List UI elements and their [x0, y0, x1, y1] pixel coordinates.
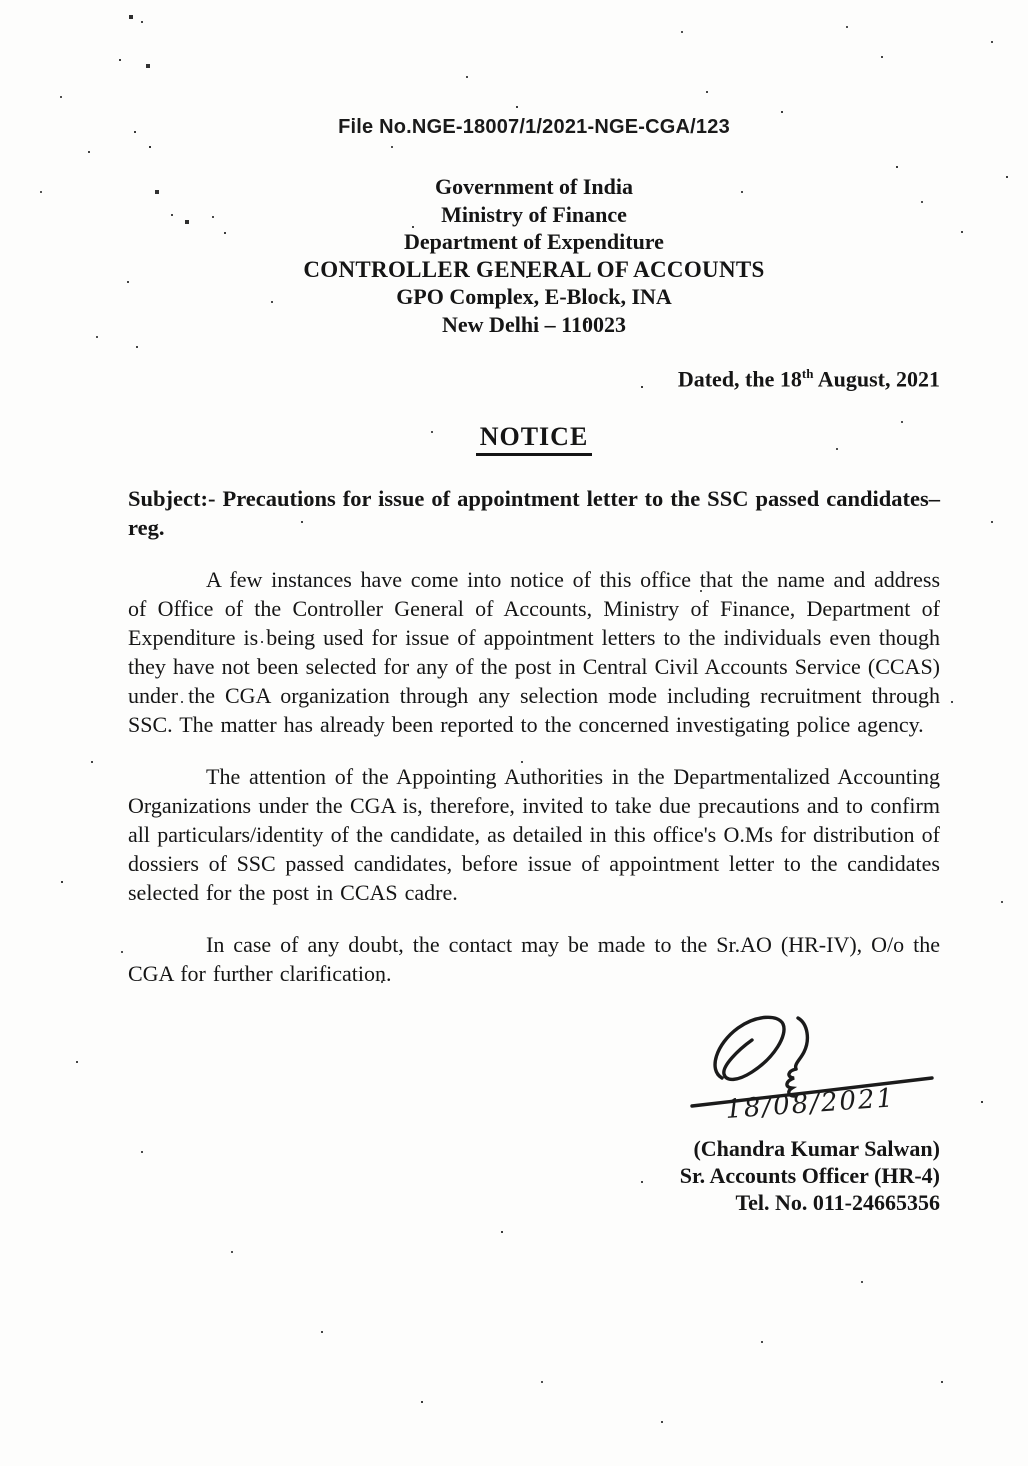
body-paragraph-1: A few instances have come into notice of this office that the name and address of Office of the Controller General of Accounts, Ministry of Finance, Department of Expenditure is being used for issue of appointment letters to the individuals even though they have not been selected for any of the post in Central Civil Accounts Service (CCAS) under the CGA organization through any selection mode including recruitment through SSC. The matter has already been reported to the concerned investigating police agency.: [128, 567, 940, 738]
signatory-designation: Sr. Accounts Officer (HR-4): [679, 1163, 940, 1189]
letterhead-city: New Delhi – 110023: [442, 311, 626, 337]
date-ordinal-suffix: th: [801, 366, 814, 381]
letterhead-ministry: Ministry of Finance: [441, 201, 627, 227]
date-line: [128, 366, 940, 392]
date-suffix: August, 2021: [813, 366, 940, 392]
letterhead-organisation: CONTROLLER GENERAL OF ACCOUNTS: [303, 256, 765, 282]
handwritten-date: 18/08/2021: [724, 1083, 896, 1126]
notice-heading-row: [128, 422, 940, 456]
signatory-name: (Chandra Kumar Salwan): [693, 1136, 940, 1162]
letterhead-address: GPO Complex, E-Block, INA: [396, 284, 672, 309]
letterhead: [128, 173, 940, 338]
handwritten-signature-icon: [686, 1014, 938, 1126]
notice-heading: NOTICE: [476, 422, 593, 456]
letterhead-department: Department of Expenditure: [404, 229, 664, 254]
subject-line: Subject:- Precautions for issue of appointment letter to the SSC passed candidates– reg.: [128, 486, 940, 541]
signature-block: [128, 1014, 940, 1216]
body-paragraph-3: In case of any doubt, the contact may be made to the Sr.AO (HR-IV), O/o the CGA for further clarification.: [128, 932, 940, 987]
file-number: File No.NGE-18007/1/2021-NGE-CGA/123: [338, 116, 730, 138]
body-paragraph-2: The attention of the Appointing Authorities in the Departmentalized Accounting Organizations under the CGA is, therefore, invited to take due precautions and to confirm all particulars/identity of the candidate, as detailed in this office's O.Ms for distribution of dossiers of SSC passed candidates, before issue of appointment letter to the candidates selected for the post in CCAS cadre.: [128, 764, 940, 906]
signatory-phone: Tel. No. 011-24665356: [735, 1190, 940, 1216]
date-prefix: Dated, the 18: [677, 366, 802, 392]
letterhead-government: Government of India: [435, 174, 633, 199]
